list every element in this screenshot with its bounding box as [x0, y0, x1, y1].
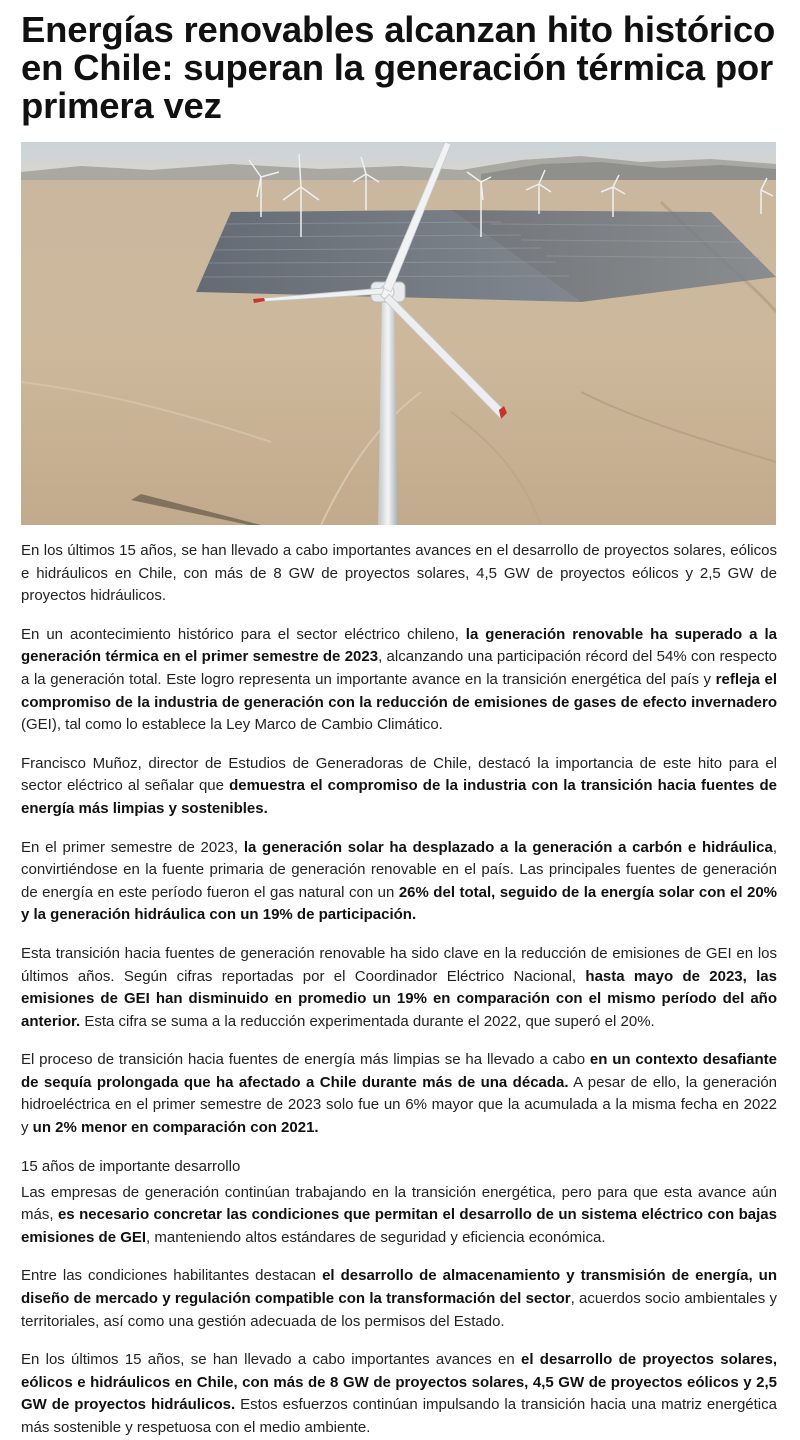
bold-text: es necesario concretar las condiciones que permitan el desarrollo de un sistema eléctrico con bajas emisiones de GEI	[21, 1206, 777, 1246]
article	[21, 0, 777, 1440]
paragraph-text: , alcanzando una participación récord del 54% con respecto a la generación total. Este logro representa un importante avance en la transición energética del país y	[21, 648, 778, 688]
wind-turbine-solar-farm-photo-icon	[21, 142, 776, 525]
paragraph-text: En los últimos 15 años, se han llevado a cabo importantes avances en	[21, 1351, 522, 1369]
bold-text: en un contexto desafiante de sequía prolongada que ha afectado a Chile durante más de una década.	[21, 1051, 777, 1091]
article-paragraph	[21, 1182, 777, 1250]
paragraph-text: El proceso de transición hacia fuentes de energía más limpias se ha llevado a cabo	[21, 1051, 590, 1069]
article-paragraph	[21, 837, 777, 927]
paragraph-text: , acuerdos socio ambientales y territoriales, así como una gestión adecuada de los permisos del Estado.	[21, 1290, 777, 1330]
paragraph-text: Las empresas de generación continúan trabajando en la transición energética, pero para que esta avance aún más,	[21, 1183, 777, 1224]
section-subheading: 15 años de importante desarrollo	[21, 1157, 241, 1175]
article-body	[21, 540, 777, 1440]
article-paragraph	[21, 1049, 777, 1139]
hero-image	[21, 142, 776, 525]
article-paragraph	[21, 624, 777, 737]
article-paragraph	[21, 1349, 777, 1439]
bold-text: la generación renovable ha superado a la generación térmica en el primer semestre de 2023	[21, 625, 778, 666]
bold-text: hasta mayo de 2023, las emisiones de GEI han disminuido en promedio un 19% en comparación con el mismo período del año anterior.	[21, 967, 777, 1030]
bold-text: el desarrollo de proyectos solares, eólicos e hidráulicos en Chile, con más de 8 GW de proyectos solares, 4,5 GW de proyectos eólicos y 2,5 GW de proyectos hidráulicos.	[21, 1351, 777, 1414]
article-paragraph	[21, 943, 777, 1033]
paragraph-text: (GEI), tal como lo establece la Ley Marco de Cambio Climático.	[21, 716, 443, 734]
bold-text: refleja el compromiso de la industria de generación con la reducción de emisiones de gases de efecto invernadero	[21, 670, 777, 711]
bold-text: demuestra el compromiso de la industria con la transición hacia fuentes de energía más limpias y sostenibles.	[21, 777, 778, 817]
paragraph-text: A pesar de ello, la generación hidroeléctrica en el primer semestre de 2023 solo fue un 6% mayor que la acumulada a la misma fecha en 2022 y	[21, 1073, 777, 1137]
paragraph-text: , manteniendo altos estándares de seguridad y eficiencia económica.	[146, 1228, 606, 1246]
paragraph-text: En los últimos 15 años, se han llevado a cabo importantes avances en el desarrollo de proyectos solares, eólicos e hidráulicos en Chile, con más de 8 GW de proyectos solares, 4,5 GW de proyectos eólicos y 2,5 GW de proyectos hidráulicos.	[21, 542, 777, 605]
article-paragraph	[21, 1265, 777, 1333]
paragraph-text: En un acontecimiento histórico para el sector eléctrico chileno,	[21, 625, 466, 643]
bold-text: un 2% menor en comparación con 2021.	[32, 1119, 319, 1137]
article-paragraph	[21, 540, 777, 608]
bold-text: el desarrollo de almacenamiento y transmisión de energía, un diseño de mercado y regulación compatible con la transformación del sector	[21, 1267, 777, 1308]
paragraph-text: Estos esfuerzos continúan impulsando la transición hacia una matriz energética más sostenible y respetuosa con el medio ambiente.	[21, 1396, 777, 1436]
paragraph-text: Esta transición hacia fuentes de generación renovable ha sido clave en la reducción de emisiones de GEI en los últimos años. Según cifras reportadas por el Coordinador Eléctrico Nacional,	[21, 944, 777, 985]
article-paragraph	[21, 753, 777, 821]
paragraph-text: , convirtiéndose en la fuente primaria de generación renovable en el país. Las principales fuentes de generación de energía en este período fueron el gas natural con un	[21, 838, 777, 901]
paragraph-text: Entre las condiciones habilitantes destacan	[21, 1267, 323, 1285]
paragraph-text: Esta cifra se suma a la reducción experimentada durante el 2022, que superó el 20%.	[80, 1012, 655, 1030]
paragraph-text: En el primer semestre de 2023,	[21, 838, 244, 856]
bold-text: 26% del total, seguido de la energía solar con el 20% y la generación hidráulica con un 19% de participación.	[21, 883, 778, 924]
paragraph-text: Francisco Muñoz, director de Estudios de Generadoras de Chile, destacó la importancia de este hito para el sector eléctrico al señalar que	[21, 754, 777, 795]
article-title: Energías renovables alcanzan hito histórico en Chile: superan la generación térmica por primera vez	[21, 9, 776, 126]
bold-text: la generación solar ha desplazado a la generación a carbón e hidráulica	[243, 838, 773, 856]
